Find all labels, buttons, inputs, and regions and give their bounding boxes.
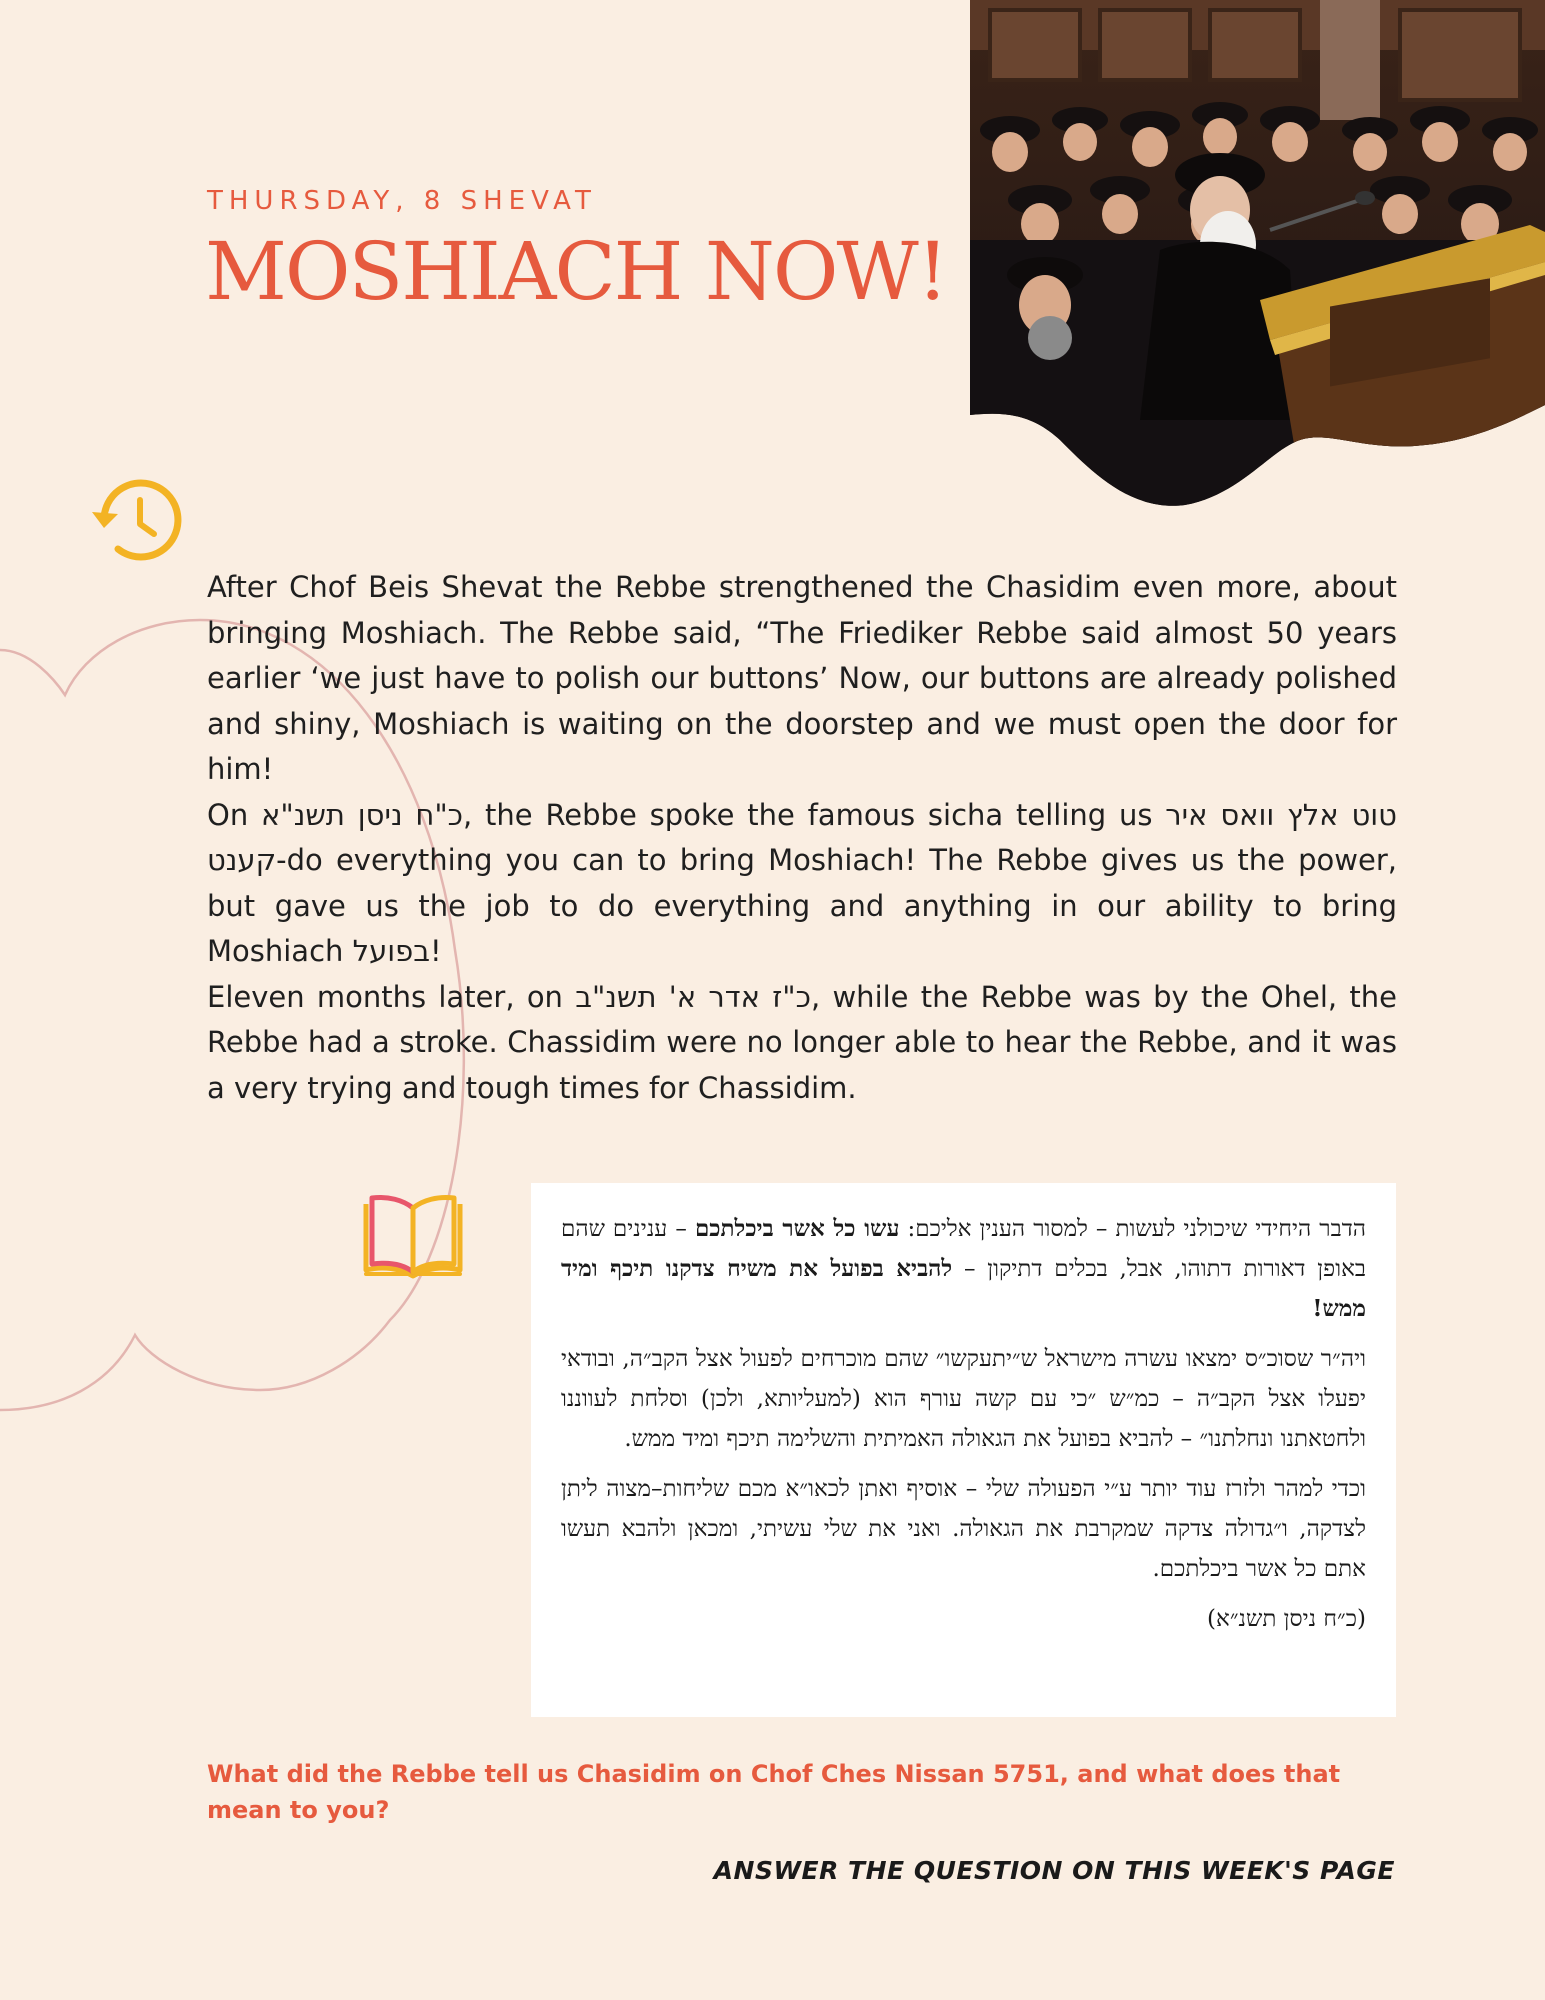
main-article-text: [207, 565, 1397, 1111]
page-title: MOSHIACH NOW!: [205, 225, 947, 318]
article-paragraph-1: After Chof Beis Shevat the Rebbe strengthened the Chasidim even more, about bringing Moshiach. The Rebbe said, “The Friediker Rebbe said almost 50 years earlier ‘we just have to polish our buttons’ Now, our buttons are already polished and shiny, Moshiach is waiting on the doorstep and we must open the door for him!: [207, 570, 1397, 786]
article-paragraph-2: On כ"ח ניסן תשנ"א, the Rebbe spoke the famous sicha telling us טוט אלץ וואס איר קענט-do everything you can to bring Moshiach! The Rebbe gives us the power, but gave us the job to do everything and anything in our ability to bring Moshiach בפועל!: [207, 797, 1397, 968]
open-book-icon: [358, 1192, 468, 1282]
article-paragraph-3: Eleven months later, on כ"ז אדר א' תשנ"ב, while the Rebbe was by the Ohel, the Rebbe had a stroke. Chassidim were no longer able to hear the Rebbe, and it was a very trying and tough times for Chassidim.: [207, 979, 1397, 1105]
quote-p1-text-2: – ענינים שהם באופן דאורות דתוהו, אבל, בכלים דתיקון –: [561, 1216, 1366, 1282]
hebrew-quote-box: [531, 1183, 1396, 1717]
quote-p1-bold-2: להביא בפועל את משיח צדקנו תיכף ומיד ממש!: [561, 1255, 1366, 1322]
quote-paragraph-1: [561, 1209, 1366, 1329]
quote-paragraph-2: ויה״ר שסוכ״ס ימצאו עשרה מישראל ש״יתעקשו״ שהם מוכרחים לפעול אצל הקב״ה, ובודאי יפעלו אצל הקב״ה – כמ״ש ״כי עם קשה עורף הוא (למעליותא, ולכן) וסלחת לעווננו ולחטאתנו ונחלתנו״ – להביא בפועל את הגאולה האמיתית והשלימה תיכף ומיד ממש.: [561, 1346, 1366, 1452]
quote-p1-bold: עשו כל אשר ביכלתכם: [694, 1215, 900, 1242]
date-heading: THURSDAY, 8 SHEVAT: [207, 186, 597, 216]
quote-paragraph-3: וכדי למהר ולזרז עוד יותר ע״י הפעולה שלי – אוסיף ואתן לכאו״א מכם שליחות–מצוה ליתן לצדקה, ו״גדולה צדקה שמקרבת את הגאולה. ואני את שלי עשיתי, ומכאן ולהבא תעשו אתם כל אשר ביכלתכם.: [561, 1476, 1366, 1582]
history-clock-icon: [90, 478, 186, 568]
discussion-question: What did the Rebbe tell us Chasidim on Chof Ches Nissan 5751, and what does that mean to you?: [207, 1760, 1341, 1824]
quote-p1-text: הדבר היחידי שיכולני לעשות – למסור הענין אליכם:: [899, 1216, 1366, 1242]
answer-instruction: ANSWER THE QUESTION ON THIS WEEK'S PAGE: [713, 1856, 1395, 1885]
rebbe-photo: [970, 0, 1545, 510]
quote-source: (כ״ח ניסן תשנ״א): [1207, 1606, 1366, 1632]
